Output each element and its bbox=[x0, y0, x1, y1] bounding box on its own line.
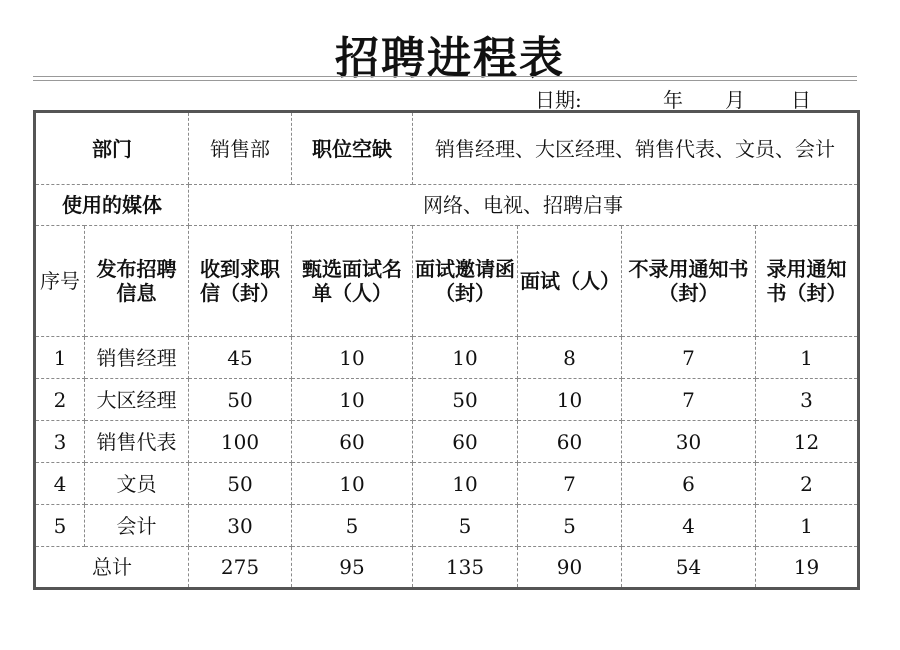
cell-position[interactable]: 会计 bbox=[85, 505, 189, 547]
cell-interviews[interactable]: 60 bbox=[518, 421, 622, 463]
col-header-applications: 收到求职信（封） bbox=[189, 226, 292, 337]
dept-row bbox=[35, 112, 859, 185]
cell-rejections[interactable]: 7 bbox=[622, 379, 756, 421]
table-row bbox=[35, 337, 859, 379]
cell-rejections[interactable]: 4 bbox=[622, 505, 756, 547]
cell-shortlist[interactable]: 10 bbox=[292, 337, 413, 379]
date-month: 月 bbox=[725, 88, 745, 112]
cell-invitations[interactable]: 10 bbox=[413, 463, 518, 505]
cell-offers[interactable]: 12 bbox=[756, 421, 859, 463]
cell-position[interactable]: 文员 bbox=[85, 463, 189, 505]
total-rejections[interactable]: 54 bbox=[622, 547, 756, 589]
table-row bbox=[35, 379, 859, 421]
cell-interviews[interactable]: 7 bbox=[518, 463, 622, 505]
media-label: 使用的媒体 bbox=[35, 185, 189, 226]
cell-invitations[interactable]: 50 bbox=[413, 379, 518, 421]
cell-offers[interactable]: 2 bbox=[756, 463, 859, 505]
vacancy-value[interactable]: 销售经理、大区经理、销售代表、文员、会计 bbox=[413, 112, 859, 185]
vacancy-label: 职位空缺 bbox=[292, 112, 413, 185]
cell-interviews[interactable]: 10 bbox=[518, 379, 622, 421]
col-header-shortlist: 甄选面试名单（人） bbox=[292, 226, 413, 337]
cell-index[interactable]: 5 bbox=[35, 505, 85, 547]
media-row bbox=[35, 185, 859, 226]
cell-interviews[interactable]: 8 bbox=[518, 337, 622, 379]
page-title: 招聘进程表 bbox=[335, 33, 565, 84]
total-label: 总计 bbox=[35, 547, 189, 589]
cell-applications[interactable]: 50 bbox=[189, 379, 292, 421]
cell-offers[interactable]: 1 bbox=[756, 337, 859, 379]
date-day: 日 bbox=[791, 88, 811, 112]
cell-shortlist[interactable]: 5 bbox=[292, 505, 413, 547]
dept-label: 部门 bbox=[35, 112, 189, 185]
cell-index[interactable]: 4 bbox=[35, 463, 85, 505]
cell-invitations[interactable]: 10 bbox=[413, 337, 518, 379]
cell-shortlist[interactable]: 60 bbox=[292, 421, 413, 463]
recruitment-table bbox=[33, 110, 860, 590]
cell-shortlist[interactable]: 10 bbox=[292, 463, 413, 505]
cell-applications[interactable]: 30 bbox=[189, 505, 292, 547]
total-row bbox=[35, 547, 859, 589]
total-invitations[interactable]: 135 bbox=[413, 547, 518, 589]
date-label: 日期: bbox=[535, 88, 582, 112]
table-row bbox=[35, 463, 859, 505]
cell-index[interactable]: 3 bbox=[35, 421, 85, 463]
table-row bbox=[35, 505, 859, 547]
dept-value[interactable]: 销售部 bbox=[189, 112, 292, 185]
cell-position[interactable]: 销售代表 bbox=[85, 421, 189, 463]
cell-offers[interactable]: 3 bbox=[756, 379, 859, 421]
cell-index[interactable]: 1 bbox=[35, 337, 85, 379]
date-year: 年 bbox=[663, 88, 683, 112]
cell-rejections[interactable]: 30 bbox=[622, 421, 756, 463]
cell-applications[interactable]: 100 bbox=[189, 421, 292, 463]
cell-invitations[interactable]: 5 bbox=[413, 505, 518, 547]
table-row bbox=[35, 421, 859, 463]
header-row bbox=[35, 226, 859, 337]
cell-shortlist[interactable]: 10 bbox=[292, 379, 413, 421]
col-header-interviews: 面试（人） bbox=[518, 226, 622, 337]
cell-position[interactable]: 大区经理 bbox=[85, 379, 189, 421]
col-header-invitations: 面试邀请函（封） bbox=[413, 226, 518, 337]
col-header-rejections: 不录用通知书（封） bbox=[622, 226, 756, 337]
cell-position[interactable]: 销售经理 bbox=[85, 337, 189, 379]
total-applications[interactable]: 275 bbox=[189, 547, 292, 589]
cell-invitations[interactable]: 60 bbox=[413, 421, 518, 463]
total-shortlist[interactable]: 95 bbox=[292, 547, 413, 589]
title-rule-bottom bbox=[33, 80, 857, 81]
cell-offers[interactable]: 1 bbox=[756, 505, 859, 547]
cell-interviews[interactable]: 5 bbox=[518, 505, 622, 547]
cell-applications[interactable]: 45 bbox=[189, 337, 292, 379]
total-offers[interactable]: 19 bbox=[756, 547, 859, 589]
cell-rejections[interactable]: 6 bbox=[622, 463, 756, 505]
cell-index[interactable]: 2 bbox=[35, 379, 85, 421]
cell-applications[interactable]: 50 bbox=[189, 463, 292, 505]
total-interviews[interactable]: 90 bbox=[518, 547, 622, 589]
col-header-offers: 录用通知书（封） bbox=[756, 226, 859, 337]
col-header-position: 发布招聘信息 bbox=[85, 226, 189, 337]
media-value[interactable]: 网络、电视、招聘启事 bbox=[189, 185, 859, 226]
title-rule-top bbox=[33, 76, 857, 77]
cell-rejections[interactable]: 7 bbox=[622, 337, 756, 379]
col-header-index: 序号 bbox=[35, 226, 85, 337]
